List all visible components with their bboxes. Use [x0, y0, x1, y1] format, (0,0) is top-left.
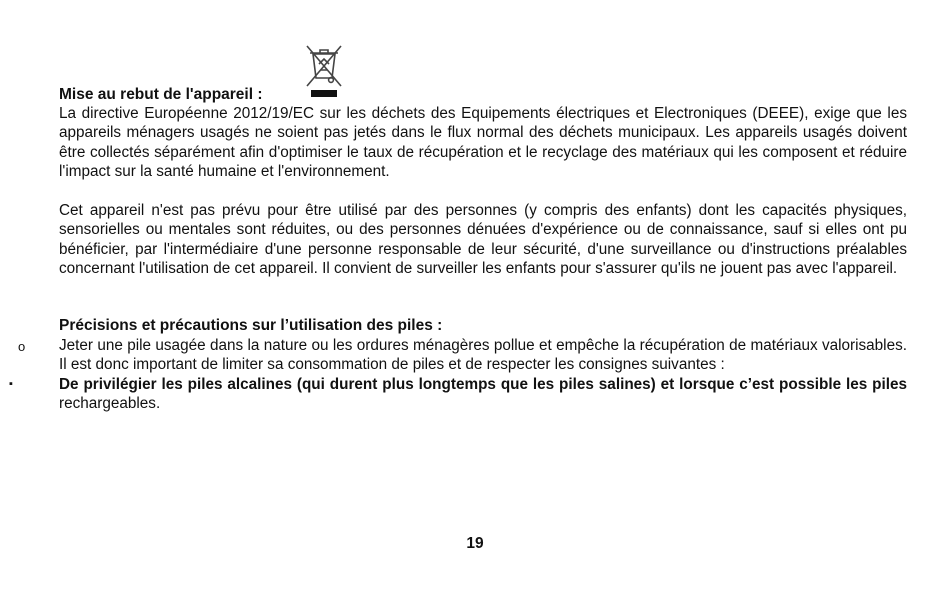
list-item-battery-preference: [59, 375, 907, 414]
list-item-battery-disposal: Jeter une pile usagée dans la nature ou les ordures ménagères pollue et empêche la récupération de matériaux valorisables. Il est donc important de limiter sa consommation de piles et de respecter les consignes suivantes :: [59, 337, 907, 374]
crossed-out-wheelie-bin-icon: [301, 42, 347, 100]
weee-directive-paragraph: La directive Européenne 2012/19/EC sur les déchets des Equipements électriques et Electroniques (DEEE), exige que les appareils ménagers usagés ne soient pas jetés dans le flux normal des déchets municipaux. Les appareils usagés doivent être collectés séparément afin d'optimiser le taux de récupération et le recyclage des matériaux qui les composent et réduire l'impact sur la santé humaine et l'environnement.: [59, 105, 907, 181]
page-number: 19: [466, 535, 484, 552]
circle-bullet-icon: o: [18, 339, 26, 354]
list-item-bold-text: De privilégier les piles alcalines (qui durent plus longtemps que les piles salines) et lorsque c’est possible les piles: [59, 376, 907, 393]
section-title-batteries: Précisions et précautions sur l’utilisation des piles :: [59, 317, 443, 334]
safety-paragraph: Cet appareil n'est pas prévu pour être utilisé par des personnes (y compris des enfants) dont les capacités physiques, sensorielles ou mentales sont réduites, ou des personnes dénuées d'expérience ou de connaissance, sauf si elles ont pu bénéficier, par l'intermédiaire d'une personne responsable de leur sécurité, d'une surveillance ou d'instructions préalables concernant l'utilisation de cet appareil. Il convient de surveiller les enfants pour s'assurer qu'ils ne jouent pas avec l'appareil.: [59, 202, 907, 278]
list-item-rest-text: rechargeables.: [59, 395, 161, 413]
section-title-disposal: Mise au rebut de l'appareil :: [59, 86, 263, 103]
square-bullet-icon: ▪: [9, 378, 13, 390]
